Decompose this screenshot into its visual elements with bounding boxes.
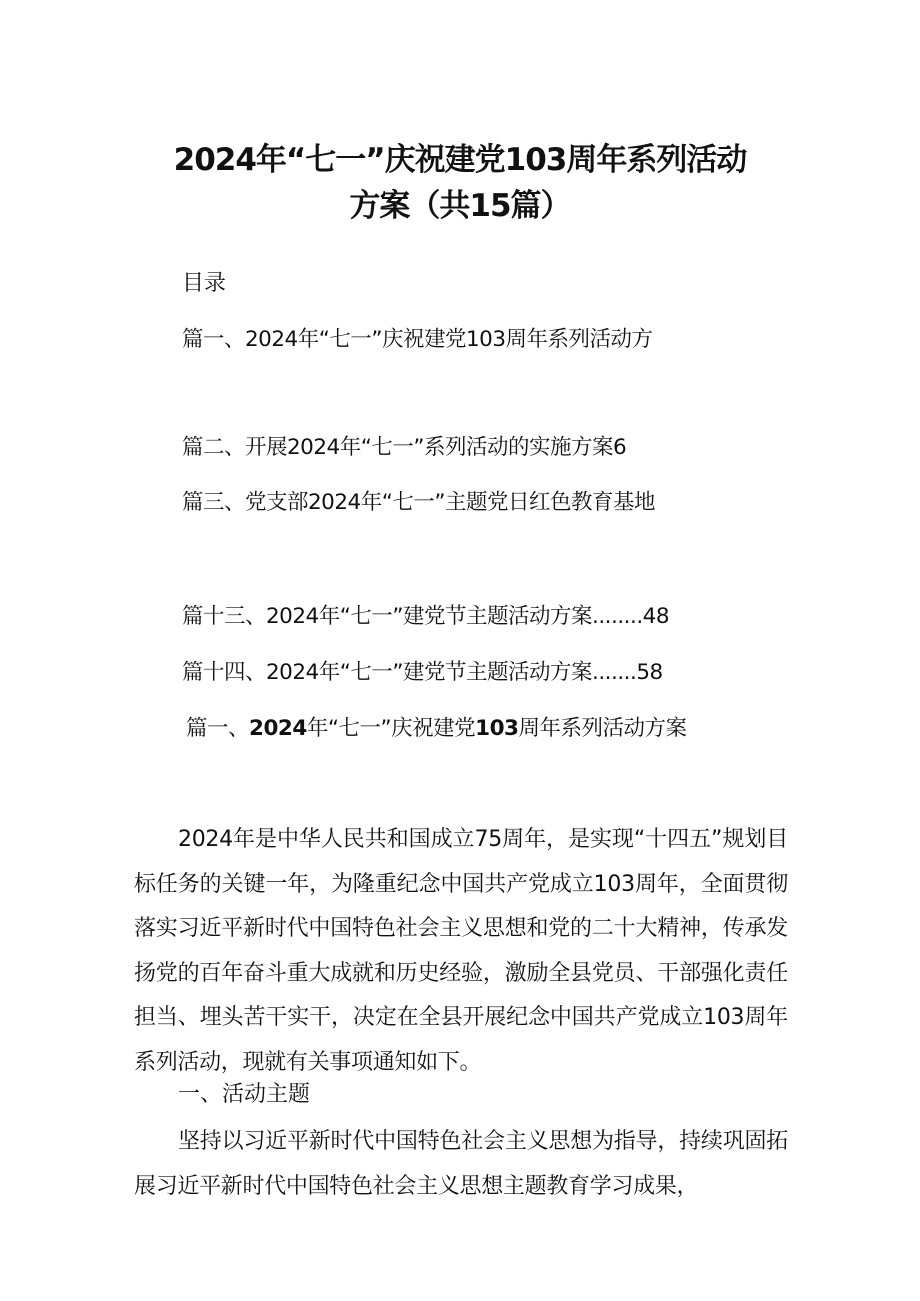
section-title-end: 周年系列活动方案 (518, 716, 687, 741)
toc-item-13[interactable]: 篇十三、2024年“七一”建党节主题活动方案........48 (182, 604, 670, 629)
section-title-prefix: 篇一、 (186, 716, 250, 741)
section-title-year: 2024 (249, 716, 307, 741)
section-heading-theme: 一、活动主题 (178, 1082, 311, 1107)
document-title-line-2: 方案（共15篇） (349, 188, 571, 224)
paragraph-intro: 2024年是中华人民共和国成立75周年，是实现“十四五”规划目标任务的关键一年，为隆重纪念中国共产党成立103周年，全面贯彻落实习近平新时代中国特色社会主义思想和党的二十大精神，传承发扬党的百年奋斗重大成就和历史经验，激励全县党员、干部强化责任担当、埋头苦干实干，决定在全县开展纪念中国共产党成立103周年系列活动，现就有关事项通知如下。 (134, 827, 788, 1075)
toc-item-2[interactable]: 篇二、开展2024年“七一”系列活动的实施方案6 (182, 435, 627, 460)
toc-item-1[interactable]: 篇一、2024年“七一”庆祝建党103周年系列活动方 (182, 327, 653, 352)
section-title-number: 103 (475, 716, 519, 741)
section-title (186, 713, 687, 745)
toc-item-14[interactable]: 篇十四、2024年“七一”建党节主题活动方案.......58 (182, 660, 663, 685)
toc-item-3[interactable]: 篇三、党支部2024年“七一”主题党日红色教育基地 (182, 490, 655, 515)
document-title-line-1: 2024年“七一”庆祝建党103周年系列活动 (173, 142, 747, 178)
paragraph-theme: 坚持以习近平新时代中国特色社会主义思想为指导，持续巩固拓展习近平新时代中国特色社会主义思想主题教育学习成果， (134, 1129, 788, 1199)
section-title-middle: 年“七一”庆祝建党 (306, 716, 476, 741)
toc-heading: 目录 (182, 271, 227, 296)
